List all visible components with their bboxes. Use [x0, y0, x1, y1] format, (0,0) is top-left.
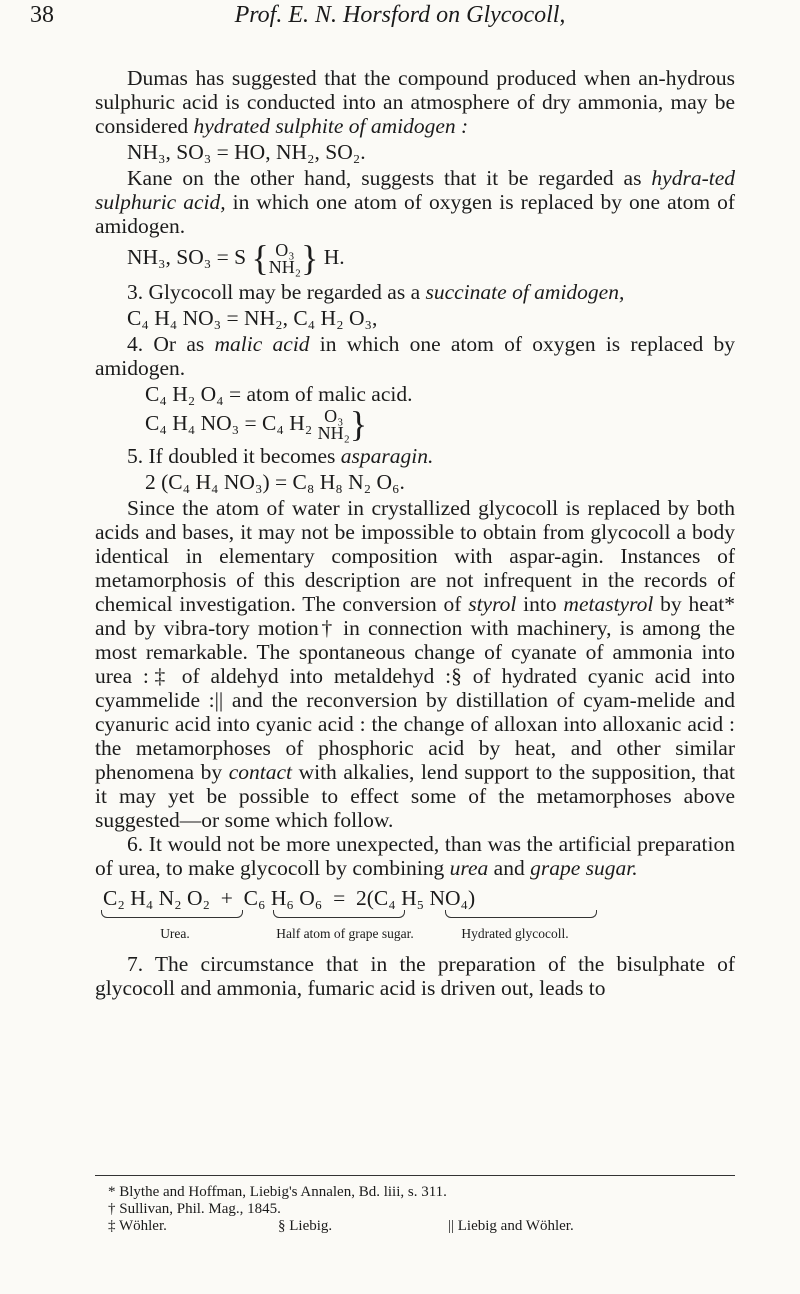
formula-asparagin: 2 (C₄ H₄ NO₃) = C₈ H₈ N₂ O₆. [145, 470, 405, 494]
paragraph-6: 6. It would not be more unexpected, than was the artificial preparation of urea, to make glycocoll by combining urea and grape sugar. [95, 832, 735, 880]
underbrace-urea [101, 910, 243, 918]
main-text [95, 66, 735, 1000]
right-brace: } [301, 237, 319, 278]
paragraph-metamorphosis: Since the atom of water in crystallized glycocoll is replaced by both acids and bases, it may not be impossible to obtain from glycocoll a body identical in elementary composition with aspar-agin. Instances of metamorphosis of this description are not infrequent in the records of chemical investigation. The conversion of styrol into metastyrol by heat* and by vibra-tory motion† in connection with machinery, is among the most remarkable. The spontaneous change of cyanate of ammonia into urea :‡ of aldehyd into metaldehyd :§ of hydrated cyanic acid into cyammelide :|| and the reconversion by distillation of cyam-melide and cyanuric acid into cyanic acid : the change of alloxan into alloxanic acid : the metamorphoses of phosphoric acid by heat, and other similar phenomena by contact with alkalies, lend support to the supposition, that it may yet be possible to effect some of the metamorphoses above suggested—or some which follow. [95, 496, 736, 832]
footnote-rule [95, 1175, 735, 1176]
caption-grape-sugar: Half atom of grape sugar. [276, 926, 414, 941]
formula-stack: O₃ NH₂ [317, 406, 350, 443]
underbrace-glycocoll [445, 910, 597, 918]
formula-succinate: C₄ H₄ NO₃ = NH₂, C₄ H₂ O₃, [127, 306, 378, 330]
caption-urea: Urea. [160, 926, 190, 941]
footnote: ‡ Wöhler. [108, 1218, 167, 1234]
paragraph-3: 3. Glycocoll may be regarded as a succinate of amidogen, [127, 280, 625, 304]
underbraces [101, 910, 735, 920]
footnotes [108, 1184, 748, 1235]
footnote: † Sullivan, Phil. Mag., 1845. [108, 1201, 281, 1217]
caption-glycocoll: Hydrated glycocoll. [461, 926, 569, 941]
footnote: * Blythe and Hoffman, Liebig's Annalen, Bd. liii, s. 311. [108, 1184, 447, 1200]
formula-malic: C₄ H₂ O₄ = atom of malic acid. [145, 382, 413, 406]
running-title: Prof. E. N. Horsford on Glycocoll, [234, 2, 566, 28]
left-brace: { [251, 237, 269, 278]
page-header [30, 2, 770, 42]
formula-stack: O₃ NH₂ [268, 240, 302, 277]
formula-sulphite: NH₃, SO₃ = HO, NH₂, SO₂. [127, 140, 366, 164]
footnote: § Liebig. [278, 1218, 333, 1234]
formula-captions [95, 922, 735, 946]
page-number: 38 [30, 2, 54, 28]
footnote-row [108, 1218, 748, 1235]
paragraph-5: 5. If doubled it becomes asparagin. [127, 444, 434, 468]
paragraph-4: 4. Or as malic acid in which one atom of oxygen is replaced by amidogen. [95, 332, 735, 380]
paragraph-dumas: Dumas has suggested that the compound produced when an-hydrous sulphuric acid is conducted into an atmosphere of dry ammonia, may be considered hydrated sulphite of amidogen : [95, 66, 735, 138]
underbrace-sugar [273, 910, 405, 918]
paragraph-kane: Kane on the other hand, suggests that it be regarded as hydra-ted sulphuric acid, in which one atom of oxygen is replaced by one atom of amidogen. [95, 166, 735, 238]
formula-malic-amidogen: C₄ H₄ NO₃ = C₄ H₂ O₃ NH₂ } [145, 403, 368, 444]
paragraph-7: 7. The circumstance that in the preparation of the bisulphate of glycocoll and ammonia, fumaric acid is driven out, leads to [95, 952, 735, 1000]
right-brace: } [349, 403, 368, 444]
footnote: || Liebig and Wöhler. [448, 1218, 574, 1234]
formula-urea-sugar: C₂ H₄ N₂ O₂ + C₆ H₆ O₆ = 2(C₄ H₅ NO₄) [103, 886, 476, 910]
formula-kane: NH₃, SO₃ = S { O₃ NH₂ } H. [127, 237, 345, 278]
